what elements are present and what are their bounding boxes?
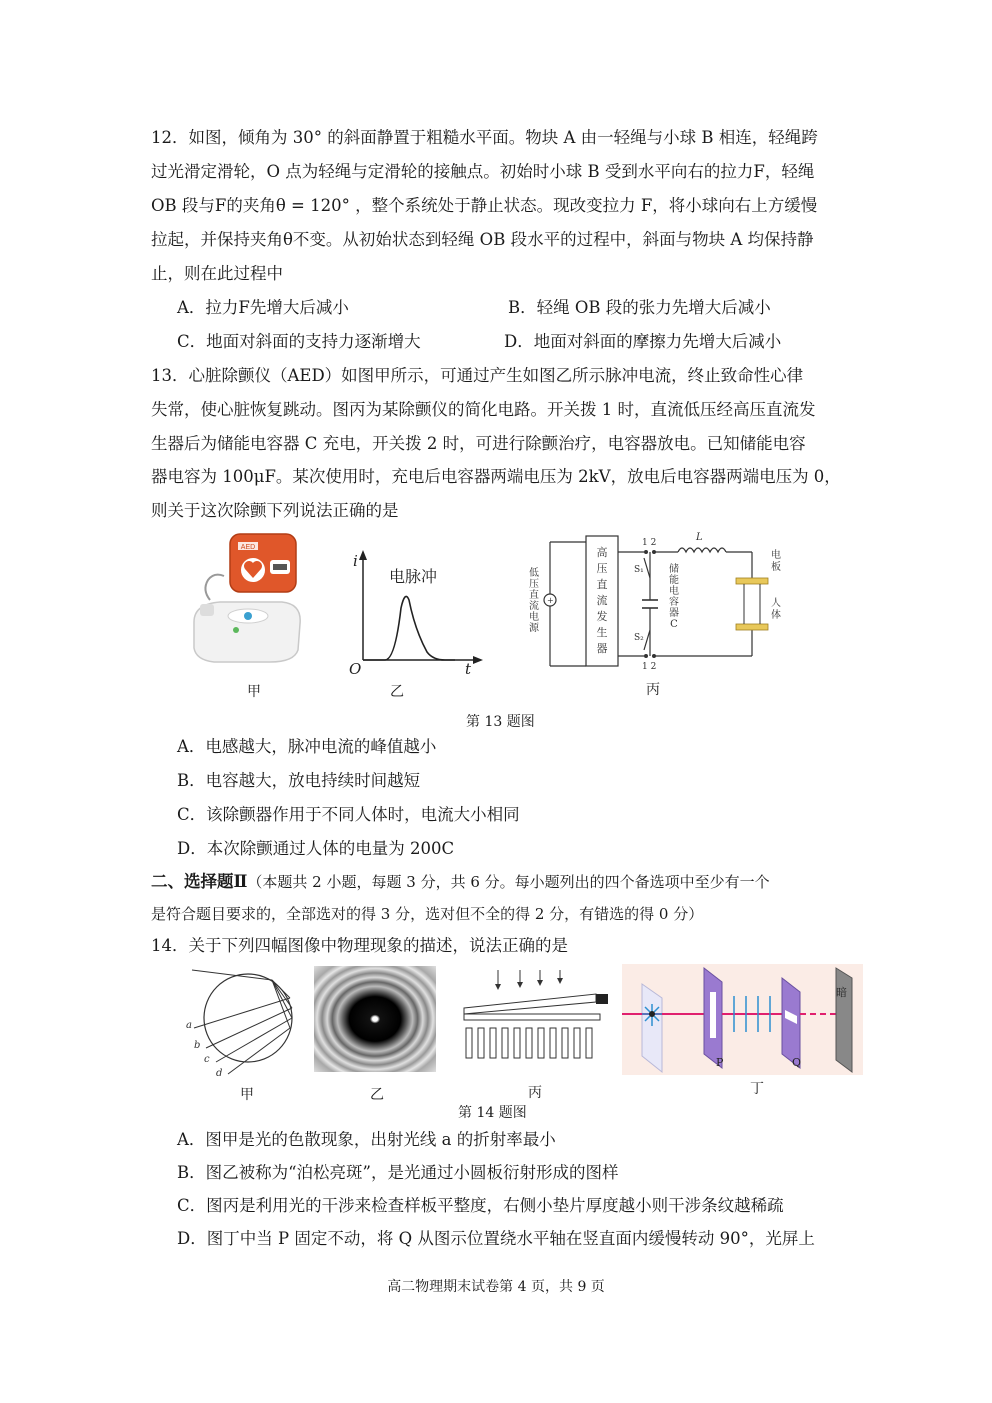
aed-label: AED bbox=[240, 544, 256, 551]
inductor-label: L bbox=[696, 532, 703, 543]
gen-text-char: 压 bbox=[596, 562, 608, 575]
fringe-bar bbox=[502, 1028, 508, 1058]
fringe-bar bbox=[550, 1028, 556, 1058]
fringes bbox=[466, 1028, 592, 1058]
section2-title: 二、选择题Ⅱ bbox=[151, 872, 248, 891]
q13-line-4: 器电容为 100μF。某次使用时，充电后电容器两端电压为 2kV，放电后电容器两端电压为 0， bbox=[151, 467, 841, 486]
dark-label: 暗 bbox=[836, 986, 847, 999]
fig14-yi-label: 乙 bbox=[370, 1087, 384, 1103]
q14-option-b: B．图乙被称为“泊松亮斑”，是光通过小圆板衍射形成的图样 bbox=[177, 1163, 619, 1182]
section2-line-1 bbox=[151, 872, 770, 892]
low-voltage-label bbox=[529, 567, 540, 634]
gen-text-char: 高 bbox=[596, 546, 608, 559]
q13-option-a: A．电感越大，脉冲电流的峰值越小 bbox=[177, 737, 437, 756]
q12-option-c: C．地面对斜面的支持力逐渐增大 bbox=[177, 332, 421, 351]
q13-option-d: D．本次除颤通过人体的电量为 200C bbox=[177, 839, 455, 858]
q12-line-4: 拉起，并保持夹角θ不变。从初始状态到轻绳 OB 段水平的过程中，斜面与物块 A 均保持静 bbox=[151, 230, 814, 249]
fig14-ding-label: 丁 bbox=[750, 1081, 764, 1097]
gen-text-char: 直 bbox=[596, 578, 608, 591]
screen bbox=[836, 968, 852, 1072]
ray-d bbox=[228, 1028, 290, 1074]
axis-t-label: t bbox=[465, 660, 472, 678]
ray-c bbox=[216, 1018, 292, 1062]
s2-label: S₂ bbox=[634, 633, 644, 643]
cap-text-char: 容 bbox=[669, 597, 679, 608]
svg-text:+: + bbox=[547, 596, 554, 605]
q12-line-2: 过光滑定滑轮，O 点为轻绳与定滑轮的接触点。初始时小球 B 受到水平向右的拉力F，轻绳 bbox=[151, 162, 815, 181]
fringe-bar bbox=[514, 1028, 520, 1058]
elec-text-char: 板 bbox=[771, 562, 781, 573]
lv-text-char: 流 bbox=[529, 601, 539, 612]
lv-text-char: 直 bbox=[529, 590, 539, 601]
section2-note-1: （本题共 2 小题，每题 3 分，共 6 分。每小题列出的四个备选项中至少有一个 bbox=[247, 873, 770, 891]
poisson-spot-figure bbox=[314, 966, 436, 1072]
aed-device-figure bbox=[190, 530, 315, 670]
fig13-yi-label: 乙 bbox=[390, 684, 404, 700]
q14-option-d: D．图丁中当 P 固定不动，将 Q 从图示位置绕水平轴在竖直面内缓慢转动 90°，光屏上 bbox=[177, 1229, 815, 1248]
ray-a bbox=[194, 998, 290, 1028]
electrode-label bbox=[771, 548, 781, 573]
q14-option-c: C．图丙是利用光的干涉来检查样板平整度，右侧小垫片厚度越小则干涉条纹越稀疏 bbox=[177, 1196, 784, 1215]
cap-text-char: 器 bbox=[669, 608, 679, 619]
gen-text-char: 发 bbox=[596, 610, 608, 623]
spacer-block bbox=[596, 994, 608, 1004]
switch-s2 bbox=[644, 630, 650, 650]
elec-text-char: 电 bbox=[771, 550, 781, 561]
page-footer: 高二物理期末试卷第 4 页，共 9 页 bbox=[387, 1279, 605, 1295]
gen-text-char: 流 bbox=[596, 594, 608, 607]
ray-a-label: a bbox=[186, 1020, 192, 1031]
base-plate bbox=[464, 1014, 600, 1020]
pulse-graph-figure bbox=[345, 548, 485, 678]
capacitor-label bbox=[669, 562, 679, 630]
body-label bbox=[771, 596, 781, 621]
lv-text-char: 压 bbox=[529, 579, 539, 590]
fringe-bar bbox=[562, 1028, 568, 1058]
polarizer-figure bbox=[622, 964, 863, 1075]
fig13-bing-label: 丙 bbox=[646, 682, 660, 698]
gen-text-char: 器 bbox=[596, 642, 608, 655]
electrode-top bbox=[736, 578, 768, 584]
q14-option-a: A．图甲是光的色散现象，出射光线 a 的折射率最小 bbox=[177, 1130, 556, 1149]
section2-note-2: 是符合题目要求的，全部选对的得 3 分，选对但不全的得 2 分，有错选的得 0 分） bbox=[151, 905, 704, 923]
fig14-bing-label: 丙 bbox=[528, 1085, 542, 1101]
switch-bottom-label: 1 2 bbox=[642, 662, 657, 672]
ray-b-label: b bbox=[194, 1040, 201, 1051]
q13-option-b: B．电容越大，放电持续时间越短 bbox=[177, 771, 421, 790]
lv-text-char: 源 bbox=[529, 623, 539, 634]
dispersion-figure bbox=[180, 962, 300, 1080]
cap-text-char: 储 bbox=[669, 564, 679, 575]
bright-spot bbox=[373, 1017, 377, 1021]
q12-line-1: 12．如图，倾角为 30° 的斜面静置于粗糙水平面。物块 A 由一轻绳与小球 B 相连，轻绳跨 bbox=[151, 128, 818, 147]
pulse-label: 电脉冲 bbox=[389, 567, 438, 586]
lv-text-char: 低 bbox=[529, 568, 539, 579]
pulse-curve bbox=[363, 596, 455, 660]
q12-line-5: 止，则在此过程中 bbox=[151, 264, 283, 283]
fig13-jia-label: 甲 bbox=[247, 684, 261, 700]
body-text-char: 人 bbox=[771, 598, 781, 609]
interference-figure bbox=[460, 966, 610, 1066]
q13-line-3: 生器后为储能电容器 C 充电，开关拨 2 时，可进行除颤治疗，电容器放电。已知储能电容 bbox=[151, 434, 806, 453]
polarizer-q bbox=[782, 978, 800, 1068]
fringe-bar bbox=[538, 1028, 544, 1058]
q-label: Q bbox=[792, 1056, 802, 1069]
electrode-bottom bbox=[736, 624, 768, 630]
inductor-coil bbox=[678, 548, 726, 552]
fringe-bar bbox=[466, 1028, 472, 1058]
cap-text-char: C bbox=[670, 619, 678, 630]
q13-line-1: 13．心脏除颤仪（AED）如图甲所示，可通过产生如图乙所示脉冲电流，终止致命性心律 bbox=[151, 366, 804, 385]
fringe-bar bbox=[586, 1028, 592, 1058]
ray-c-label: c bbox=[204, 1054, 210, 1065]
cap-text-char: 电 bbox=[669, 586, 679, 597]
fringe-bar bbox=[478, 1028, 484, 1058]
fig14-jia-label: 甲 bbox=[240, 1087, 254, 1103]
q14-line-1: 14．关于下列四幅图像中物理现象的描述，说法正确的是 bbox=[151, 936, 568, 955]
sample-plate bbox=[464, 994, 596, 1014]
body-text-char: 体 bbox=[771, 610, 781, 621]
circuit-figure bbox=[520, 528, 790, 673]
fringe-bar bbox=[526, 1028, 532, 1058]
light-source-plane bbox=[642, 984, 662, 1072]
switch-top-label: 1 2 bbox=[642, 538, 657, 548]
origin-label: O bbox=[349, 660, 362, 678]
gen-text-char: 生 bbox=[596, 626, 608, 639]
switch-s1 bbox=[644, 558, 650, 578]
ray-b bbox=[206, 1008, 292, 1048]
q12-option-d: D．地面对斜面的摩擦力先增大后减小 bbox=[504, 332, 782, 351]
s1-label: S₁ bbox=[634, 565, 644, 575]
q12-line-3: OB 段与F的夹角θ = 120° ，整个系统处于静止状态。现改变拉力 F，将小球向右上方缓慢 bbox=[151, 196, 818, 215]
fringe-bar bbox=[574, 1028, 580, 1058]
p-label: P bbox=[716, 1056, 724, 1069]
fig14-caption: 第 14 题图 bbox=[458, 1105, 527, 1121]
fringe-bar bbox=[490, 1028, 496, 1058]
q12-option-b: B．轻绳 OB 段的张力先增大后减小 bbox=[508, 298, 771, 317]
axis-i-label: i bbox=[353, 552, 358, 570]
cap-text-char: 能 bbox=[669, 575, 679, 586]
q12-option-a: A．拉力F先增大后减小 bbox=[177, 298, 349, 317]
q13-option-c: C．该除颤器作用于不同人体时，电流大小相同 bbox=[177, 805, 520, 824]
q13-line-2: 失常，使心脏恢复跳动。图丙为某除颤仪的简化电路。开关拨 1 时，直流低压经高压直流发 bbox=[151, 400, 816, 419]
generator-label bbox=[597, 545, 608, 655]
q13-line-5: 则关于这次除颤下列说法正确的是 bbox=[151, 501, 399, 520]
lv-text-char: 电 bbox=[529, 612, 539, 623]
ray-d-label: d bbox=[216, 1068, 223, 1079]
fig13-caption: 第 13 题图 bbox=[466, 714, 535, 730]
